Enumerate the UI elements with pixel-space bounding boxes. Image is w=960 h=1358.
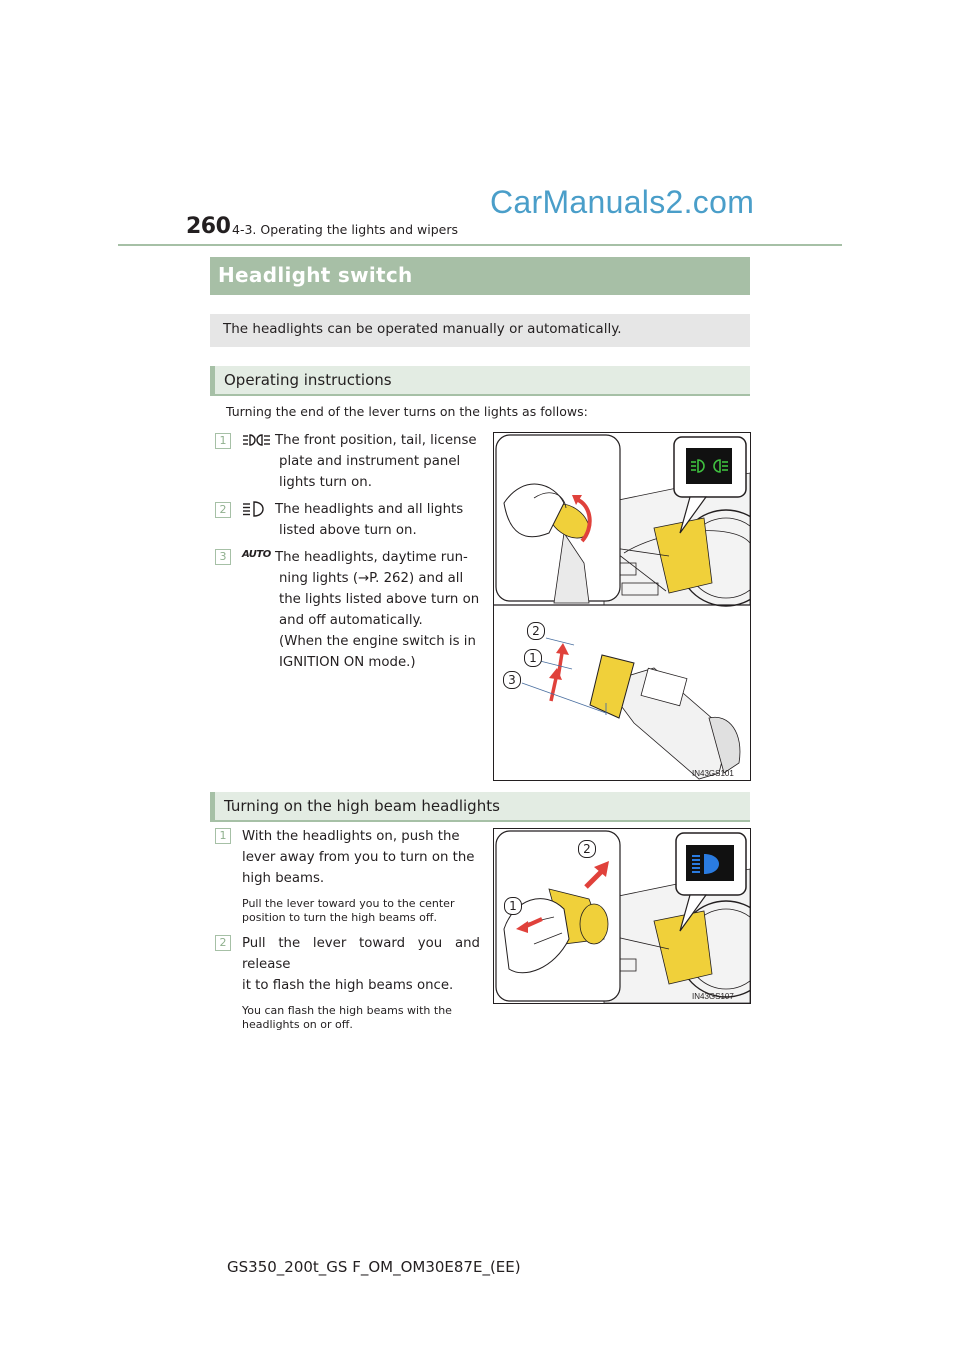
figure-code: IN43GS107 <box>692 992 734 1001</box>
high-beam-item-1 <box>242 826 480 925</box>
section-reference: 4-3. Operating the lights and wipers <box>232 222 458 237</box>
high-beam-heading: Turning on the high beam headlights <box>224 797 500 815</box>
figure-label: 1 <box>524 649 542 667</box>
item-line: (When the engine switch is in <box>279 634 476 649</box>
headlight-icon <box>242 501 270 517</box>
high-beam-heading-bar <box>210 792 750 822</box>
item-line: The front position, tail, license <box>275 433 477 448</box>
item-line: high beams. <box>242 871 325 886</box>
lever-illustration <box>494 433 750 780</box>
high-beam-illustration <box>494 829 750 1003</box>
heading-accent <box>210 366 215 394</box>
item-line: lever away from you to turn on the <box>242 850 475 865</box>
figure-label: 1 <box>504 897 522 915</box>
figure-high-beam <box>493 828 751 1004</box>
figure-code: IN43GS101 <box>692 769 734 778</box>
page-number: 260 <box>186 214 231 239</box>
page-title-bar <box>210 257 750 295</box>
intro-box <box>210 314 750 347</box>
operating-heading-bar <box>210 366 750 396</box>
item-line: ning lights (→P. 262) and all <box>279 571 464 586</box>
high-beam-indicator-icon <box>692 854 719 874</box>
item-line: listed above turn on. <box>279 523 417 538</box>
item-marker: 1 <box>215 433 231 449</box>
operating-lead: Turning the end of the lever turns on the lights as follows: <box>226 404 588 419</box>
header-rule <box>118 244 842 246</box>
figure-label: 3 <box>503 671 521 689</box>
note-line: Pull the lever toward you to the center <box>242 897 455 910</box>
item-3-body <box>275 547 480 673</box>
high-beam-item-2 <box>242 933 480 1032</box>
heading-accent <box>210 792 215 820</box>
figure-lever-operation <box>493 432 751 781</box>
item-line: plate and instrument panel <box>279 454 461 469</box>
item-marker: 3 <box>215 549 231 565</box>
note-line: You can flash the high beams with the <box>242 1004 452 1017</box>
footer-code: GS350_200t_GS F_OM_OM30E87E_(EE) <box>227 1258 521 1276</box>
item-line: lights turn on. <box>279 475 372 490</box>
figure-label: 2 <box>527 622 545 640</box>
note-line: position to turn the high beams off. <box>242 911 437 924</box>
item-marker: 1 <box>215 828 231 844</box>
item-line: With the headlights on, push the <box>242 829 460 844</box>
watermark: CarManuals2.com <box>490 184 755 220</box>
side-lights-icon <box>242 433 272 447</box>
item-line: the lights listed above turn on <box>279 592 480 607</box>
item-line: Pull the lever toward you and release <box>242 936 480 972</box>
page-title: Headlight switch <box>218 263 413 287</box>
item-marker: 2 <box>215 935 231 951</box>
item-line: IGNITION ON mode.) <box>279 655 416 670</box>
operating-heading: Operating instructions <box>224 371 392 389</box>
item-2-body <box>275 499 480 541</box>
note-line: headlights on or off. <box>242 1018 353 1031</box>
figure-label: 2 <box>578 840 596 858</box>
auto-icon: AUTO <box>242 549 271 560</box>
item-1-body <box>275 430 480 493</box>
item-line: The headlights, daytime run- <box>275 550 468 565</box>
intro-text: The headlights can be operated manually or automatically. <box>223 321 622 337</box>
item-line: The headlights and all lights <box>275 502 464 517</box>
item-line: and off automatically. <box>279 613 423 628</box>
item-line: it to flash the high beams once. <box>242 978 454 993</box>
item-marker: 2 <box>215 502 231 518</box>
